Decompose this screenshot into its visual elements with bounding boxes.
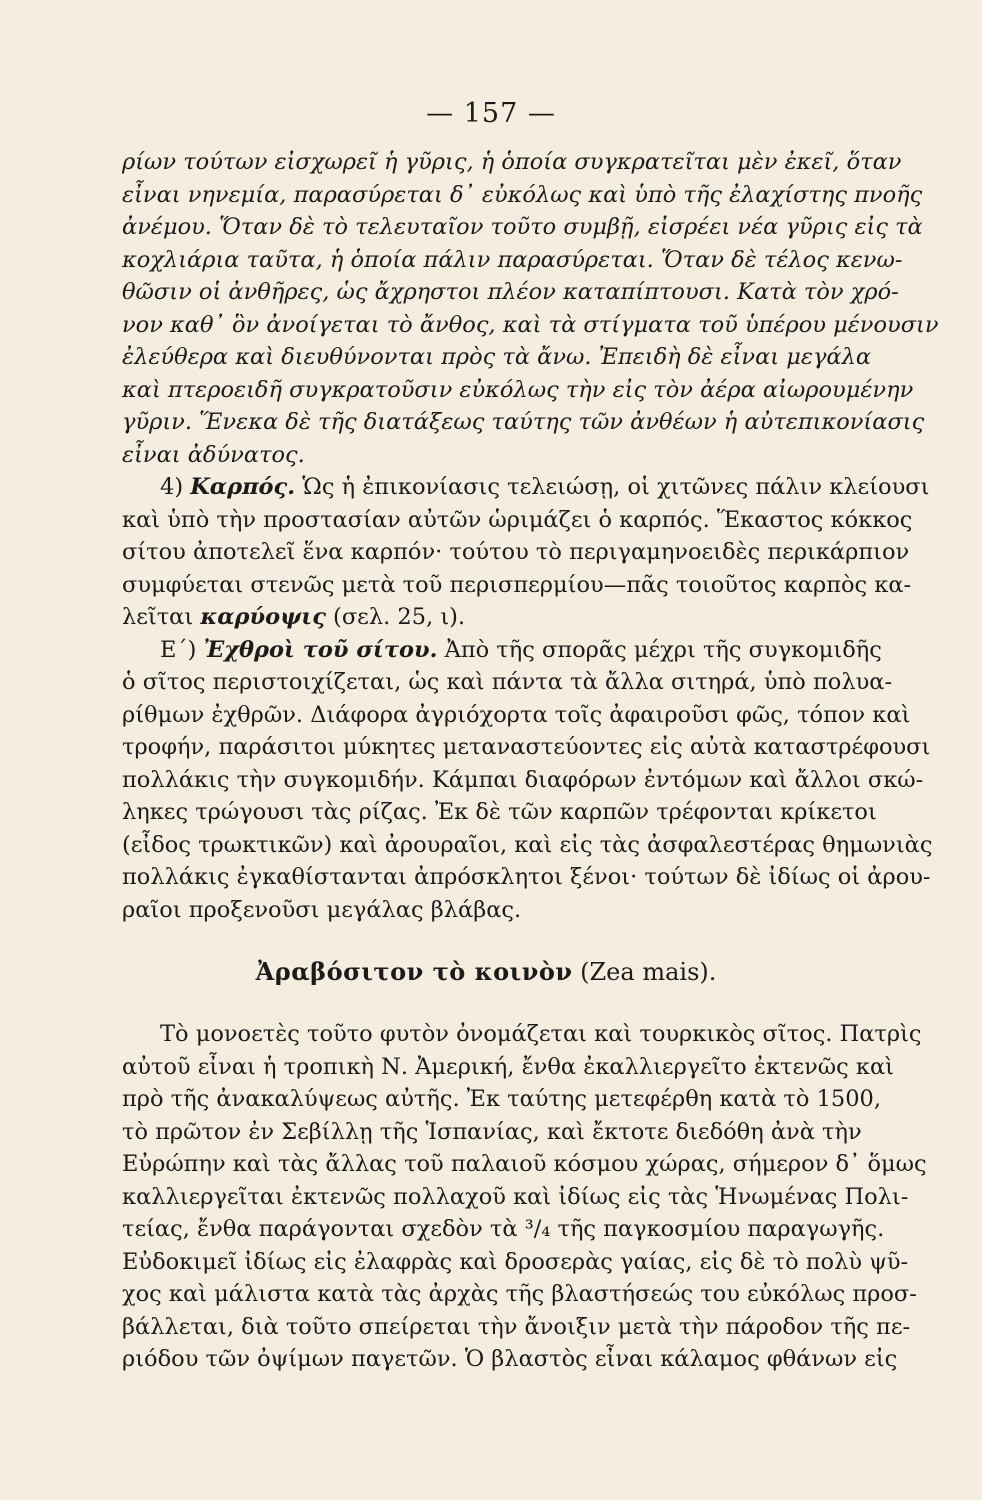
line-text: βάλλεται, διὰ τοῦτο σπείρεται τὴν ἄνοιξιν μετὰ τὴν πάροδον τῆς πε- (122, 1313, 911, 1340)
text-line (122, 1148, 927, 1181)
text-line (122, 569, 912, 602)
paragraph-block-2 (122, 1018, 927, 1376)
line-text: τροφήν, παράσιτοι μύκητες μεταναστεύοντες εἰς αὐτὰ καταστρέφουσι (122, 734, 931, 760)
line-text: κοχλιάρια ταῦτα, ἡ ὁποία πάλιν παρασύρεται. Ὅταν δὲ τέλος κενω- (122, 246, 903, 273)
line-text: καὶ πτεροειδῆ συγκρατοῦσιν εὐκόλως τὴν εἰς τὸν ἀέρα αἰωρουμένην (122, 376, 914, 403)
line-text: τείας, ἔνθα παράγονται σχεδὸν τὰ ³/₄ τῆς παγκοσμίου παραγωγῆς. (122, 1216, 885, 1242)
line-text: ραῖοι προξενοῦσι μεγάλας βλάβας. (122, 896, 522, 923)
line-text: ρίων τούτων εἰσχωρεῖ ἡ γῦρις, ἡ ὁποία συγκρατεῖται μὲν ἐκεῖ, ὅταν (122, 149, 902, 175)
text-column (122, 146, 939, 1376)
text-line (122, 764, 924, 797)
line-text: καλλιεργεῖται ἐκτενῶς πολλαχοῦ καὶ ἰδίως εἰς τὰς Ἡνωμένας Πολι- (122, 1183, 909, 1210)
section-heading-title: Ἀραβόσιτον τὸ κοινὸν (255, 957, 573, 986)
text-line (122, 1181, 909, 1214)
text-line (122, 341, 872, 374)
text-line (122, 439, 850, 472)
line-text: αὐτοῦ εἶναι ἡ τροπικὴ Ν. Ἀμερική, ἔνθα ἐκαλλιεργεῖτο ἐκτενῶς καὶ (122, 1053, 894, 1080)
line-text: τὸ πρῶτον ἐν Σεβίλλῃ τῆς Ἱσπανίας, καὶ ἔκτοτε διεδόθη ἀνὰ τὴν (122, 1118, 862, 1145)
line-text: ρίθμων ἐχθρῶν. Διάφορα ἀγριόχορτα τοῖς ἀφαιροῦσι φῶς, τόπον καὶ (122, 701, 911, 728)
text-line (122, 601, 850, 634)
text-line (122, 1311, 911, 1344)
text-line (122, 1343, 898, 1376)
text-line (122, 211, 923, 244)
line-text: πρὸ τῆς ἀνακαλύψεως αὐτῆς. Ἐκ ταύτης μετεφέρθη κατὰ τὸ 1500, (122, 1086, 881, 1112)
line-text: συμφύεται στενῶς μετὰ τοῦ περισπερμίου—πᾶς τοιοῦτος καρπὸς κα- (122, 571, 912, 598)
line-text: ριόδου τῶν ὀψίμων παγετῶν. Ὁ βλαστὸς εἶναι κάλαμος φθάνων εἰς (122, 1346, 898, 1372)
line-text: εἶναι ἀδύνατος. (122, 441, 305, 468)
text-line (122, 634, 882, 667)
bold-term: Ἐχθροὶ τοῦ σίτου. (203, 636, 438, 663)
line-text: ληκες τρώγουσι τὰς ρίζας. Ἐκ δὲ τῶν καρπῶν τρέφονται κρίκετοι (122, 799, 877, 825)
line-text: ἀνέμου. Ὅταν δὲ τὸ τελευταῖον τοῦτο συμβῇ, εἰσρέει νέα γῦρις εἰς τὰ (122, 214, 923, 240)
text-line (122, 536, 910, 569)
text-line (122, 179, 923, 212)
text-line (122, 471, 930, 504)
line-text: Εὐρώπην καὶ τὰς ἄλλας τοῦ παλαιοῦ κόσμου χώρας, σήμερον δ᾿ ὅμως (122, 1151, 927, 1177)
line-text: σίτου ἀποτελεῖ ἕνα καρπόν· τούτου τὸ περιγαμηνοειδὲς περικάρπιον (122, 539, 910, 565)
text-line (122, 1116, 862, 1149)
line-prefix: 4) (160, 474, 191, 500)
paragraph-block-1 (122, 146, 939, 926)
line-text: Ἀπὸ τῆς σπορᾶς μέχρι τῆς συγκομιδῆς (437, 636, 882, 663)
line-text: καὶ ὑπὸ τὴν προστασίαν αὐτῶν ὡριμάζει ὁ καρπός. Ἕκαστος κόκκος (122, 506, 913, 533)
line-text: νον καθ᾿ ὃν ἀνοίγεται τὸ ἄνθος, καὶ τὰ στίγματα τοῦ ὑπέρου μένουσιν (122, 311, 939, 338)
line-prefix: Ε΄) (160, 636, 204, 663)
text-line (122, 861, 931, 894)
line-text: Τὸ μονοετὲς τοῦτο φυτὸν ὀνομάζεται καὶ τουρκικὸς σῖτος. Πατρὶς (160, 1021, 922, 1047)
line-text: Εὐδοκιμεῖ ἰδίως εἰς ἐλαφρὰς καὶ δροσερὰς γαίας, εἰς δὲ τὸ πολὺ ψῦ- (122, 1248, 909, 1275)
line-text: (εἶδος τρωκτικῶν) καὶ ἀρουραῖοι, καὶ εἰς τὰς ἀσφαλεστέρας θημωνιὰς (122, 831, 933, 858)
text-line (122, 276, 899, 309)
line-text: χος καὶ μάλιστα κατὰ τὰς ἀρχὰς τῆς βλαστήσεώς του εὐκόλως προσ- (122, 1281, 917, 1307)
text-line (122, 1213, 885, 1246)
line-text: πολλάκις τὴν συγκομιδήν. Κάμπαι διαφόρων ἐντόμων καὶ ἄλλοι σκώ- (122, 766, 924, 793)
text-line (122, 146, 902, 179)
section-heading-latin: (Zea mais). (572, 958, 717, 986)
text-line (122, 699, 911, 732)
section-heading (122, 942, 850, 1002)
line-text: γῦριν. Ἕνεκα δὲ τῆς διατάξεως ταύτης τῶν ἀνθέων ἡ αὐτεπικονίασις (122, 409, 925, 435)
line-text: ἐλεύθερα καὶ διευθύνονται πρὸς τὰ ἄνω. Ἐπειδὴ δὲ εἶναι μεγάλα (122, 344, 872, 370)
text-line (122, 1051, 894, 1084)
line-text: (σελ. 25, ι). (325, 604, 466, 630)
text-line (122, 1083, 881, 1116)
text-line (122, 374, 914, 407)
text-line (122, 829, 933, 862)
text-line (122, 894, 850, 927)
line-text: εἶναι νηνεμία, παρασύρεται δ᾿ εὐκόλως καὶ ὑπὸ τῆς ἐλαχίστης πνοῆς (122, 181, 923, 208)
line-prefix: λεῖται (122, 604, 201, 630)
line-text: πολλάκις ἐγκαθίστανται ἀπρόσκλητοι ξένοι· τούτων δὲ ἰδίως οἱ ἀρου- (122, 864, 931, 890)
text-line (122, 309, 939, 342)
line-text: ὁ σῖτος περιστοιχίζεται, ὡς καὶ πάντα τὰ ἄλλα σιτηρά, ὑπὸ πολυα- (122, 669, 893, 695)
line-text: θῶσιν οἱ ἀνθῆρες, ὡς ἄχρηστοι πλέον καταπίπτουσι. Κατὰ τὸν χρό- (122, 279, 899, 305)
text-line (122, 1246, 909, 1279)
text-line (122, 406, 925, 439)
text-line (122, 1278, 917, 1311)
bold-term: καρύοψις (200, 604, 326, 630)
text-line (122, 666, 893, 699)
text-line (122, 731, 931, 764)
page-number: — 157 — (426, 98, 556, 129)
text-line (122, 1018, 922, 1051)
line-text: Ὡς ἡ ἐπικονίασις τελειώσῃ, οἱ χιτῶνες πάλιν κλείουσι (295, 474, 930, 500)
text-line (122, 796, 877, 829)
bold-term: Καρπός. (190, 474, 296, 500)
text-line (122, 244, 903, 277)
text-line (122, 504, 913, 537)
